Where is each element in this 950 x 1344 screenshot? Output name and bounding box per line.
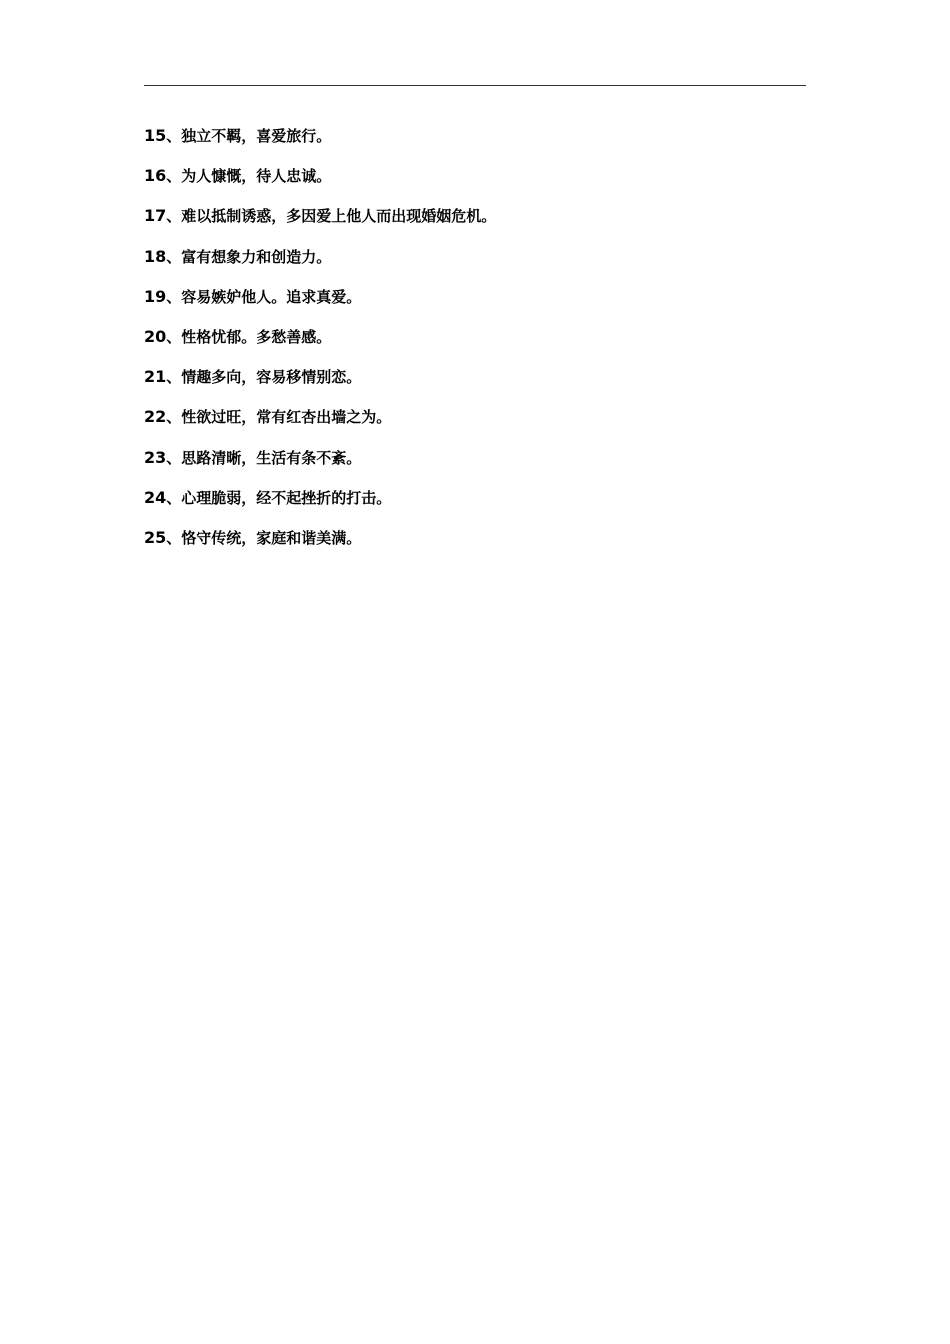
list-item: [144, 204, 806, 244]
item-number: 24: [144, 487, 167, 507]
list-item: [144, 405, 806, 445]
item-number: 19: [144, 286, 167, 306]
item-number: 17: [144, 206, 167, 226]
item-number: 18: [144, 246, 167, 266]
item-text: 、为人慷慨，待人忠诚。: [166, 167, 332, 186]
header-divider: [144, 85, 806, 86]
item-number: 22: [144, 407, 167, 427]
list-item: [144, 526, 806, 566]
item-number: 16: [144, 166, 167, 186]
item-number: 25: [144, 527, 167, 547]
item-text: 、思路清晰，生活有条不紊。: [166, 448, 362, 467]
list-item: [144, 486, 806, 526]
item-text: 、容易嫉妒他人。追求真爱。: [166, 287, 362, 306]
list-item: [144, 164, 806, 204]
item-text: 、难以抵制诱惑，多因爱上他人而出现婚姻危机。: [166, 207, 497, 226]
numbered-list: [144, 124, 806, 566]
list-item: [144, 446, 806, 486]
item-number: 23: [144, 447, 167, 467]
list-item: [144, 124, 806, 164]
item-text: 、富有想象力和创造力。: [166, 247, 332, 266]
item-number: 21: [144, 367, 167, 387]
item-text: 、情趣多向，容易移情别恋。: [166, 368, 362, 387]
list-item: [144, 365, 806, 405]
list-item: [144, 245, 806, 285]
item-text: 、恪守传统，家庭和谐美满。: [166, 528, 362, 547]
item-text: 、性欲过旺，常有红杏出墙之为。: [166, 408, 392, 427]
item-text: 、独立不羁，喜爱旅行。: [166, 127, 332, 145]
item-text: 、性格忧郁。多愁善感。: [166, 327, 332, 346]
item-text: 、心理脆弱，经不起挫折的打击。: [166, 488, 392, 507]
item-number: 15: [144, 126, 167, 145]
item-number: 20: [144, 326, 167, 346]
list-item: [144, 325, 806, 365]
list-item: [144, 285, 806, 325]
